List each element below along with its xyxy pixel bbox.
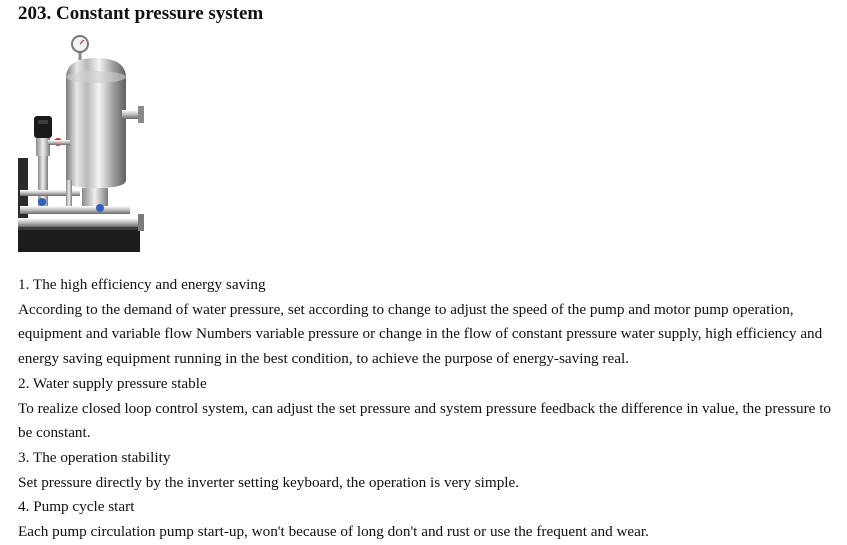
section-heading: 4. Pump cycle start [18,498,135,516]
section-heading: 1. The high efficiency and energy saving [18,276,266,293]
section-body: Each pump circulation pump start-up, won't because of long don't and rust or use the frequent and wear. [18,523,649,541]
section-heading: 2. Water supply pressure stable [18,374,207,392]
section-body: Set pressure directly by the inverter setting keyboard, the operation is very simple. [18,473,520,491]
section-heading: 3. The operation stability [18,448,171,466]
product-photo [18,30,152,258]
description-body [18,273,840,545]
section-body: To realize closed loop control system, can adjust the set pressure and system pressure feedback the difference in value, the pressure to be constant. [18,399,832,442]
page-title: 203. Constant pressure system [18,3,264,24]
section-body: According to the demand of water pressure, set according to change to adjust the speed of the pump and motor pump operation, equipment and variable flow Numbers variable pressure or change in the flow of constant pressure water supply, high efficiency and energy saving equipment running in the best condition, to achieve the purpose of energy-saving real. [18,300,823,368]
